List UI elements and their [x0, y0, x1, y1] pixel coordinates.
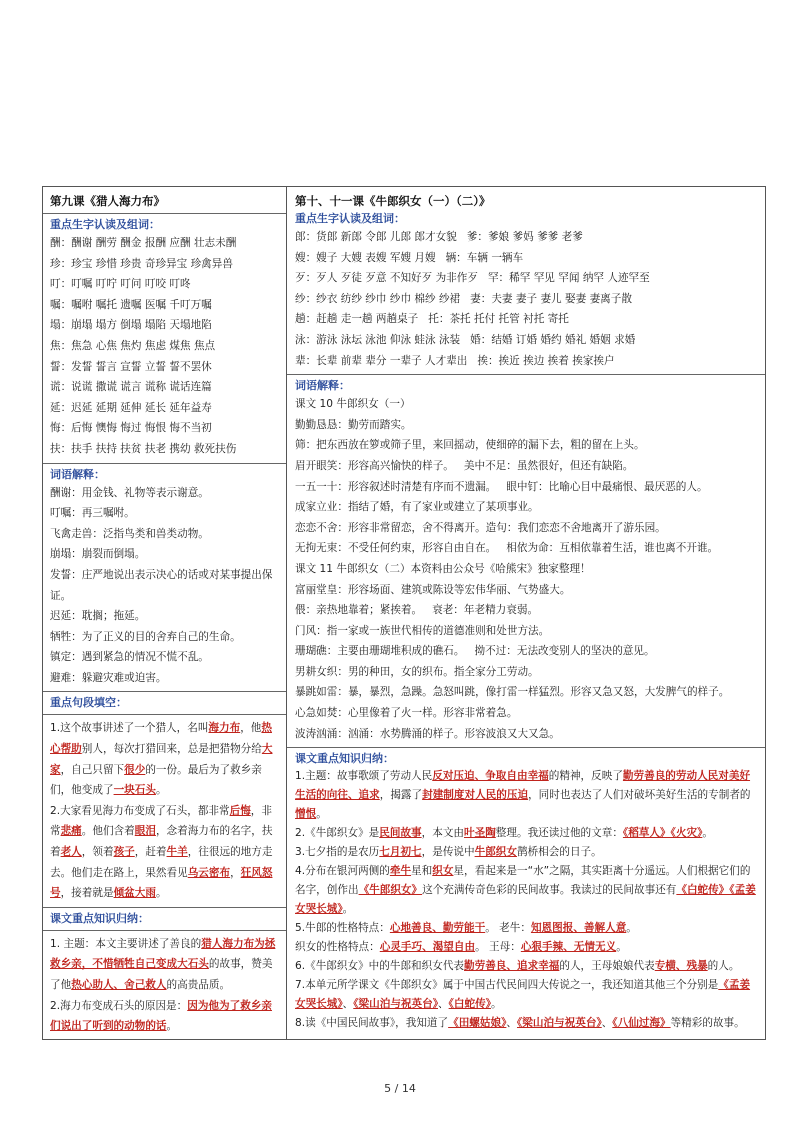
- answer-text: 《牛郎织女》: [358, 884, 423, 897]
- text-segment: ，念着海力布的名字，扶着: [50, 825, 273, 859]
- vocab-line: [295, 351, 759, 372]
- text-segment: 、: [438, 998, 449, 1011]
- answer-text: 勤劳善良的劳动人民对美好生活的向往、追求: [295, 770, 751, 802]
- word-line: [295, 641, 759, 662]
- vocab-line: [295, 268, 759, 289]
- text-segment: ，接着就是: [60, 887, 114, 900]
- text-segment: 2.海力布变成石头的原因是：: [50, 999, 188, 1012]
- words-list: [50, 483, 280, 689]
- text-segment: 6.《牛郎织女》中的牛郎和织女代表: [295, 960, 465, 973]
- answer-text: 七月初七: [379, 846, 422, 859]
- answer-text: 热心助人、舍己救人: [71, 979, 167, 991]
- vocab-line-part: 纱：纱衣 纺纱 纱巾 纱巾 棉纱 纱裙: [295, 292, 461, 305]
- word-line: 发誓：庄严地说出表示决心的话或对某事提出保证。: [50, 568, 273, 602]
- word-line: 男耕女织：男的种田，女的织布。指全家分工劳动。: [295, 665, 539, 678]
- vocab-line: [295, 227, 759, 248]
- summary-paragraph: [50, 934, 280, 996]
- answer-text: 《孟姜女哭长城》: [295, 979, 751, 1011]
- divider: [43, 691, 286, 692]
- word-line: 暴跳如雷：暴，暴烈，急躁。急怒叫跳，像打雷一样猛烈。形容又急又怒，大发脾气的样子。: [295, 686, 730, 699]
- divider: [287, 747, 765, 748]
- answer-text: 狂风怒号: [50, 866, 273, 900]
- text-segment: 。: [155, 784, 167, 797]
- word-line: 叮嘱：再三嘱咐。: [50, 507, 135, 520]
- word-line: 课文 10 牛郎织女（一）: [295, 398, 411, 411]
- vocab-line-part: 郎：货郎 新郎 令郎 儿郎 郎才女貌: [295, 231, 457, 243]
- text-segment: 2.大家看见海力布变成了石头，都非常: [50, 804, 230, 817]
- answer-text: 心地善良、勤劳能干: [389, 922, 486, 935]
- text-segment: ，非常: [50, 804, 272, 838]
- word-line: 波涛汹涌：汹涌：水势腾涌的样子。形容波浪又大又急。: [295, 727, 560, 740]
- word-line: 崩塌：崩裂而倒塌。: [50, 548, 146, 561]
- word-line: [295, 538, 759, 559]
- text-segment: 这个充满传奇色彩的民间故事。我读过的民间故事还有: [422, 884, 677, 897]
- word-line-part: 拗不过：无法改变别人的坚决的意见。: [474, 645, 655, 658]
- word-line: 飞禽走兽：泛指鸟类和兽类动物。: [50, 527, 209, 540]
- summary-paragraph: [295, 957, 759, 976]
- vocab-line-part: 托：茶托 托付 托管 衬托 寄托: [428, 313, 569, 326]
- text-segment: ，同时也表达了人们对破坏美好生活的专制者的: [528, 789, 751, 802]
- divider: [43, 463, 286, 464]
- text-segment: 8.读《中国民间故事》，我知道了: [295, 1017, 449, 1030]
- vocab-line-part: 婚：结婚 订婚 婚约 婚礼 婚姻 求婚: [470, 333, 636, 346]
- text-segment: 鹊桥相会的日子。: [516, 846, 602, 859]
- word-line: 镇定：遇到紧急的情况不慌不乱。: [50, 651, 209, 664]
- text-segment: ，本文由: [421, 827, 465, 840]
- vocab-line-part: 趟：赶趟 走一趟 两趟桌子: [295, 313, 419, 326]
- word-line-part: 珊瑚礁：主要由珊瑚堆积成的礁石。: [295, 645, 465, 658]
- text-segment: 1.这个故事讲述了一个猎人，名叫: [50, 722, 209, 735]
- summary-paragraph: [295, 919, 759, 938]
- answer-text: 一块石头: [113, 784, 156, 797]
- fill-heading: 重点句段填空：: [50, 696, 127, 710]
- word-line-part: 眼中钉：比喻心目中最痛恨、最厌恶的人。: [506, 480, 708, 493]
- vocab-line: 珍：珍宝 珍惜 珍贵 奇珍异宝 珍禽异兽: [50, 257, 233, 270]
- word-line-part: 偎：亲热地靠着；紧挨着。: [295, 604, 423, 617]
- text-segment: 7.本单元所学课文《牛郎织女》属于中国古代民间四大传说之一，我还知道其他三个分别是: [295, 979, 719, 992]
- answer-text: 悲痛: [60, 825, 82, 838]
- answer-text: 猎人海力布为拯救乡亲，不惜牺牲自己变成大石头: [50, 937, 276, 971]
- text-segment: ，他: [240, 722, 262, 735]
- text-segment: 织女的性格特点：: [295, 941, 380, 954]
- words-heading: 词语解释：: [50, 467, 105, 481]
- answer-text: 心灵手巧、渴望自由: [379, 941, 476, 954]
- text-segment: 的一份。最后为了救乡亲们，他变成了: [50, 763, 262, 797]
- divider: [287, 374, 765, 375]
- answer-text: 老人: [60, 846, 82, 859]
- vocab-line: 誓：发誓 誓言 宣誓 立誓 誓不罢休: [50, 360, 212, 373]
- word-line: 成家立业：指结了婚，有了家业或建立了某项事业。: [295, 501, 539, 514]
- text-segment: 。 王母：: [475, 941, 521, 954]
- lesson-10-11-column: [287, 187, 765, 1039]
- answer-text: 《白蛇传》: [448, 998, 491, 1011]
- vocab-line-part: 妻：夫妻 妻子 妻儿 娶妻 妻离子散: [470, 292, 632, 305]
- page-number: 5 / 14: [384, 1082, 416, 1095]
- answer-text: 《梁山泊与祝英台》: [353, 998, 439, 1011]
- divider: [43, 714, 286, 715]
- text-segment: 的故事，赞美了他: [50, 958, 273, 991]
- text-segment: 。: [616, 941, 627, 954]
- vocab-line: 焦：焦急 心焦 焦灼 焦虑 煤焦 焦点: [50, 339, 216, 352]
- answer-text: 憎恨: [295, 808, 317, 821]
- text-segment: 。: [155, 887, 167, 900]
- word-line: [295, 477, 759, 498]
- word-line: 牺牲：为了正义的目的舍弃自己的生命。: [50, 630, 241, 643]
- summary-paragraph: [295, 767, 759, 824]
- vocab-line: 扶：扶手 扶持 扶贫 扶老 携幼 救死扶伤: [50, 442, 237, 455]
- text-segment: 。: [316, 808, 327, 821]
- answer-text: 后悔: [229, 804, 251, 817]
- divider: [43, 930, 286, 931]
- word-line-part: 一五一十：形容叙述时清楚有序而不遗漏。: [295, 480, 497, 493]
- words-list: [295, 394, 759, 744]
- summary-paragraph: [50, 996, 280, 1037]
- text-segment: 。: [490, 998, 502, 1011]
- answer-text: 牛羊: [166, 846, 188, 859]
- answer-text: 《白蛇传》《孟姜女哭长城》: [295, 884, 756, 916]
- answer-text: 知恩图报、善解人意: [530, 922, 627, 935]
- word-line-part: 眉开眼笑：形容高兴愉快的样子。: [295, 459, 454, 472]
- answer-text: 《稻草人》《火灾》: [622, 827, 703, 840]
- word-line: 恋恋不舍：形容非常留恋，舍不得离开。造句：我们恋恋不舍地离开了游乐园。: [295, 521, 666, 534]
- vocab-line: 谎：说谎 撒谎 谎言 谎称 谎话连篇: [50, 381, 212, 394]
- answer-text: 牛郎织女: [474, 846, 517, 859]
- text-segment: 的高贵品质。: [166, 979, 231, 991]
- text-segment: 1.主题：故事歌颂了劳动人民: [295, 770, 433, 783]
- word-line-part: 无拘无束：不受任何约束，形容自由自在。: [295, 542, 497, 555]
- vocab-line-part: 挨：挨近 挨边 挨着 挨家挨户: [477, 354, 615, 367]
- vocab-line: [295, 309, 759, 330]
- text-segment: 3.七夕指的是农历: [295, 846, 380, 859]
- text-segment: 。: [626, 922, 637, 935]
- text-segment: 5.牛郎的性格特点：: [295, 922, 390, 935]
- word-line: 酬谢：用金钱、礼物等表示谢意。: [50, 486, 209, 499]
- vocab-line: 悔：后悔 懊悔 悔过 悔恨 悔不当初: [50, 422, 212, 435]
- word-line: [295, 600, 759, 621]
- answer-text: 《梁山泊与祝英台》: [516, 1017, 602, 1030]
- word-line: 课文 11 牛郎织女（二）本资料由公众号《哈熊宋》独家整理！: [295, 562, 591, 575]
- text-segment: ，赶着: [134, 846, 167, 859]
- answer-text: 织女: [432, 865, 454, 878]
- word-line: 筛：把东西放在箩或筛子里，来回摇动，使细碎的漏下去，粗的留在上头。: [295, 439, 645, 452]
- summary-heading: 课文重点知识归纳：: [50, 911, 149, 925]
- vocab-line-part: 歹：歹人 歹徒 歹意 不知好歹 为非作歹: [295, 272, 478, 285]
- fill-paragraph: [50, 718, 280, 800]
- answer-text: 海力布: [208, 722, 241, 735]
- answer-text: 《田螺姑娘》: [448, 1017, 507, 1030]
- vocab-line-part: 辆：车辆 一辆车: [445, 251, 524, 264]
- notes-table: [42, 186, 766, 1040]
- word-line: [295, 456, 759, 477]
- text-segment: 星和: [411, 865, 433, 878]
- word-line-part: 衰老：年老精力衰弱。: [432, 604, 539, 617]
- answer-text: 因为他为了救乡亲们说出了听到的动物的话: [50, 999, 272, 1033]
- answer-text: 牵牛: [389, 865, 412, 878]
- summary-paragraph: [295, 824, 759, 843]
- answer-text: 民间故事: [379, 827, 422, 840]
- word-line: 心急如焚：心里像着了火一样。形容非常着急。: [295, 707, 518, 720]
- text-segment: ，自己只留下: [60, 763, 125, 776]
- text-segment: ，: [230, 866, 241, 879]
- text-segment: 整理。我还读过他的文章：: [495, 827, 623, 840]
- summary-heading: 课文重点知识归纳：: [295, 752, 394, 766]
- text-segment: 星，看起来是一“水”之隔，其实距离十分遥远。人们根据它们的名字，创作出: [295, 865, 751, 897]
- answer-text: 眼泪: [134, 825, 156, 838]
- vocab-line-part: 嫂：嫂子 大嫂 表嫂 军嫂 月嫂: [295, 251, 436, 264]
- vocab-heading: 重点生字认读及组词：: [295, 212, 405, 225]
- text-segment: ，是传说中: [421, 846, 475, 859]
- lesson-9-title: 第九课《猎人海力布》: [50, 194, 165, 208]
- vocab-line: 塌：崩塌 塌方 倒塌 塌陷 天塌地陷: [50, 319, 212, 332]
- text-segment: 。: [702, 827, 713, 840]
- vocab-line: 延：迟延 延期 延伸 延长 延年益寿: [50, 401, 212, 414]
- text-segment: 等精彩的故事。: [670, 1017, 745, 1030]
- text-segment: ，揭露了: [379, 789, 423, 802]
- text-segment: 的精神，反映了: [548, 770, 623, 783]
- vocab-line-part: 爹：爹娘 爹妈 爹爹 老爹: [466, 231, 583, 243]
- word-line: 勤勤恳恳：勤劳而踏实。: [295, 418, 412, 431]
- text-segment: 、: [506, 1017, 517, 1030]
- answer-text: 孩子: [113, 846, 135, 859]
- answer-text: 乌云密布: [187, 866, 231, 879]
- vocab-list: [50, 233, 280, 460]
- text-segment: 。: [166, 1020, 178, 1033]
- text-segment: ，领着: [81, 846, 114, 859]
- summary-paragraph: [295, 843, 759, 862]
- vocab-line: 嘱：嘱咐 嘱托 遗嘱 医嘱 千叮万嘱: [50, 298, 212, 311]
- words-heading: 词语解释：: [295, 379, 350, 393]
- vocab-line: 酬：酬谢 酬劳 酬金 报酬 应酬 壮志未酬: [50, 237, 237, 249]
- answer-text: 倾盆大雨: [113, 887, 156, 900]
- word-line: 门风：指一家或一族世代相传的道德准则和处世方法。: [295, 624, 550, 637]
- word-line: 迟延：耽搁；拖延。: [50, 610, 146, 623]
- lesson-9-column: [43, 187, 287, 1039]
- summary-paragraph: [295, 976, 759, 1014]
- divider: [43, 907, 286, 908]
- text-segment: 4.分布在银河两侧的: [295, 865, 390, 878]
- answer-text: 心狠手辣、无情无义: [520, 941, 617, 954]
- text-segment: 1. 主题：本文主要讲述了善良的: [50, 937, 202, 950]
- text-segment: 。: [342, 903, 354, 916]
- text-segment: 2.《牛郎织女》是: [295, 827, 380, 840]
- divider: [43, 213, 286, 214]
- vocab-line: [295, 330, 759, 351]
- vocab-line: [295, 248, 759, 269]
- fill-paragraph: [50, 801, 280, 904]
- text-segment: 、: [601, 1017, 613, 1030]
- text-segment: ，往很远的地方走去。他们走在路上，果然看见: [50, 846, 273, 879]
- text-segment: 。他们含着: [81, 825, 135, 838]
- word-line: 富丽堂皇：形容场面、建筑或陈设等宏伟华丽、气势盛大。: [295, 583, 571, 596]
- lesson-10-11-title: 第十、十一课《牛郎织女（一）（二）》: [295, 194, 491, 208]
- answer-text: 很少: [124, 763, 146, 776]
- vocab-list: [295, 227, 759, 371]
- answer-text: 热心帮助: [50, 722, 272, 756]
- word-line: 避难：躲避灾难或迫害。: [50, 671, 167, 684]
- text-segment: 的人，王母娘娘代表: [559, 960, 655, 973]
- vocab-line: [295, 289, 759, 310]
- answer-text: 大家: [50, 743, 273, 776]
- vocab-heading: 重点生字认读及组词：: [50, 218, 160, 231]
- text-segment: 、: [342, 998, 354, 1011]
- summary-paragraph: [295, 938, 759, 957]
- vocab-line: 叮：叮嘱 叮咛 叮问 叮咬 叮咚: [50, 278, 191, 291]
- text-segment: 别人，每次打猎回来，总是把猎物分给: [81, 743, 262, 756]
- vocab-line-part: 泳：游泳 泳坛 泳池 仰泳 蛙泳 泳装: [295, 333, 461, 346]
- answer-text: 勤劳善良、追求幸福: [464, 960, 560, 973]
- word-line-part: 相依为命：互相依靠着生活，谁也离不开谁。: [506, 542, 719, 555]
- summary-paragraph: [295, 1014, 759, 1033]
- text-segment: 的人。: [707, 960, 740, 973]
- text-segment: 。 老牛：: [485, 922, 531, 935]
- vocab-line-part: 罕：稀罕 罕见 罕闻 纳罕 人迹罕至: [487, 272, 650, 285]
- answer-text: 封建制度对人民的压迫: [422, 789, 529, 802]
- word-line-part: 美中不足：虽然很好，但还有缺陷。: [463, 459, 634, 472]
- summary-paragraph: [295, 862, 759, 919]
- answer-text: 叶圣陶: [464, 827, 496, 840]
- answer-text: 《八仙过海》: [612, 1017, 671, 1030]
- answer-text: 专横、残暴: [654, 960, 708, 973]
- vocab-line-part: 辈：长辈 前辈 辈分 一辈子 人才辈出: [295, 354, 468, 367]
- answer-text: 反对压迫、争取自由幸福: [432, 770, 549, 783]
